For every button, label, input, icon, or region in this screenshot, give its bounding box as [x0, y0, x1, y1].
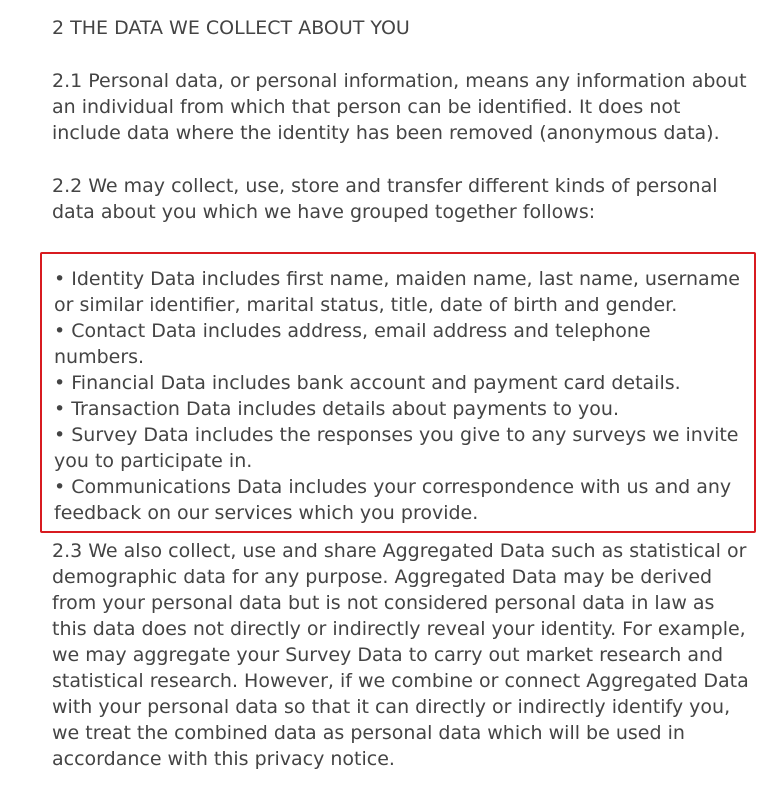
- section-heading: 2 THE DATA WE COLLECT ABOUT YOU: [52, 17, 410, 39]
- bullet-communications-data: • Communications Data includes your correspondence with us and any feedback on our services which you provide.: [54, 476, 732, 524]
- bullet-financial-data: • Financial Data includes bank account and payment card details.: [54, 372, 681, 394]
- paragraph-2-1: 2.1 Personal data, or personal information, means any information about an individual from which that person can be identified. It does not include data where the identity has been removed (anonymous data).: [52, 70, 747, 144]
- bullet-identity-data: • Identity Data includes first name, maiden name, last name, username or similar identifier, marital status, title, date of birth and gender.: [54, 268, 740, 316]
- bullet-survey-data: • Survey Data includes the responses you give to any surveys we invite you to participate in.: [54, 424, 739, 472]
- highlighted-data-categories: [40, 252, 756, 533]
- paragraph-2-3: 2.3 We also collect, use and share Aggregated Data such as statistical or demographic data for any purpose. Aggregated Data may be derived from your personal data but is not considered personal data in law as this data does not directly or indirectly reveal your identity. For example, we may aggregate your Survey Data to carry out market research and statistical research. However, if we combine or connect Aggregated Data with your personal data so that it can directly or indirectly identify you, we treat the combined data as personal data which will be used in accordance with this privacy notice.: [52, 540, 749, 770]
- privacy-document: [52, 15, 752, 799]
- bullet-transaction-data: • Transaction Data includes details about payments to you.: [54, 398, 619, 420]
- bullet-contact-data: • Contact Data includes address, email address and telephone numbers.: [54, 320, 651, 368]
- paragraph-2-2: 2.2 We may collect, use, store and transfer different kinds of personal data about you which we have grouped together follows:: [52, 175, 718, 223]
